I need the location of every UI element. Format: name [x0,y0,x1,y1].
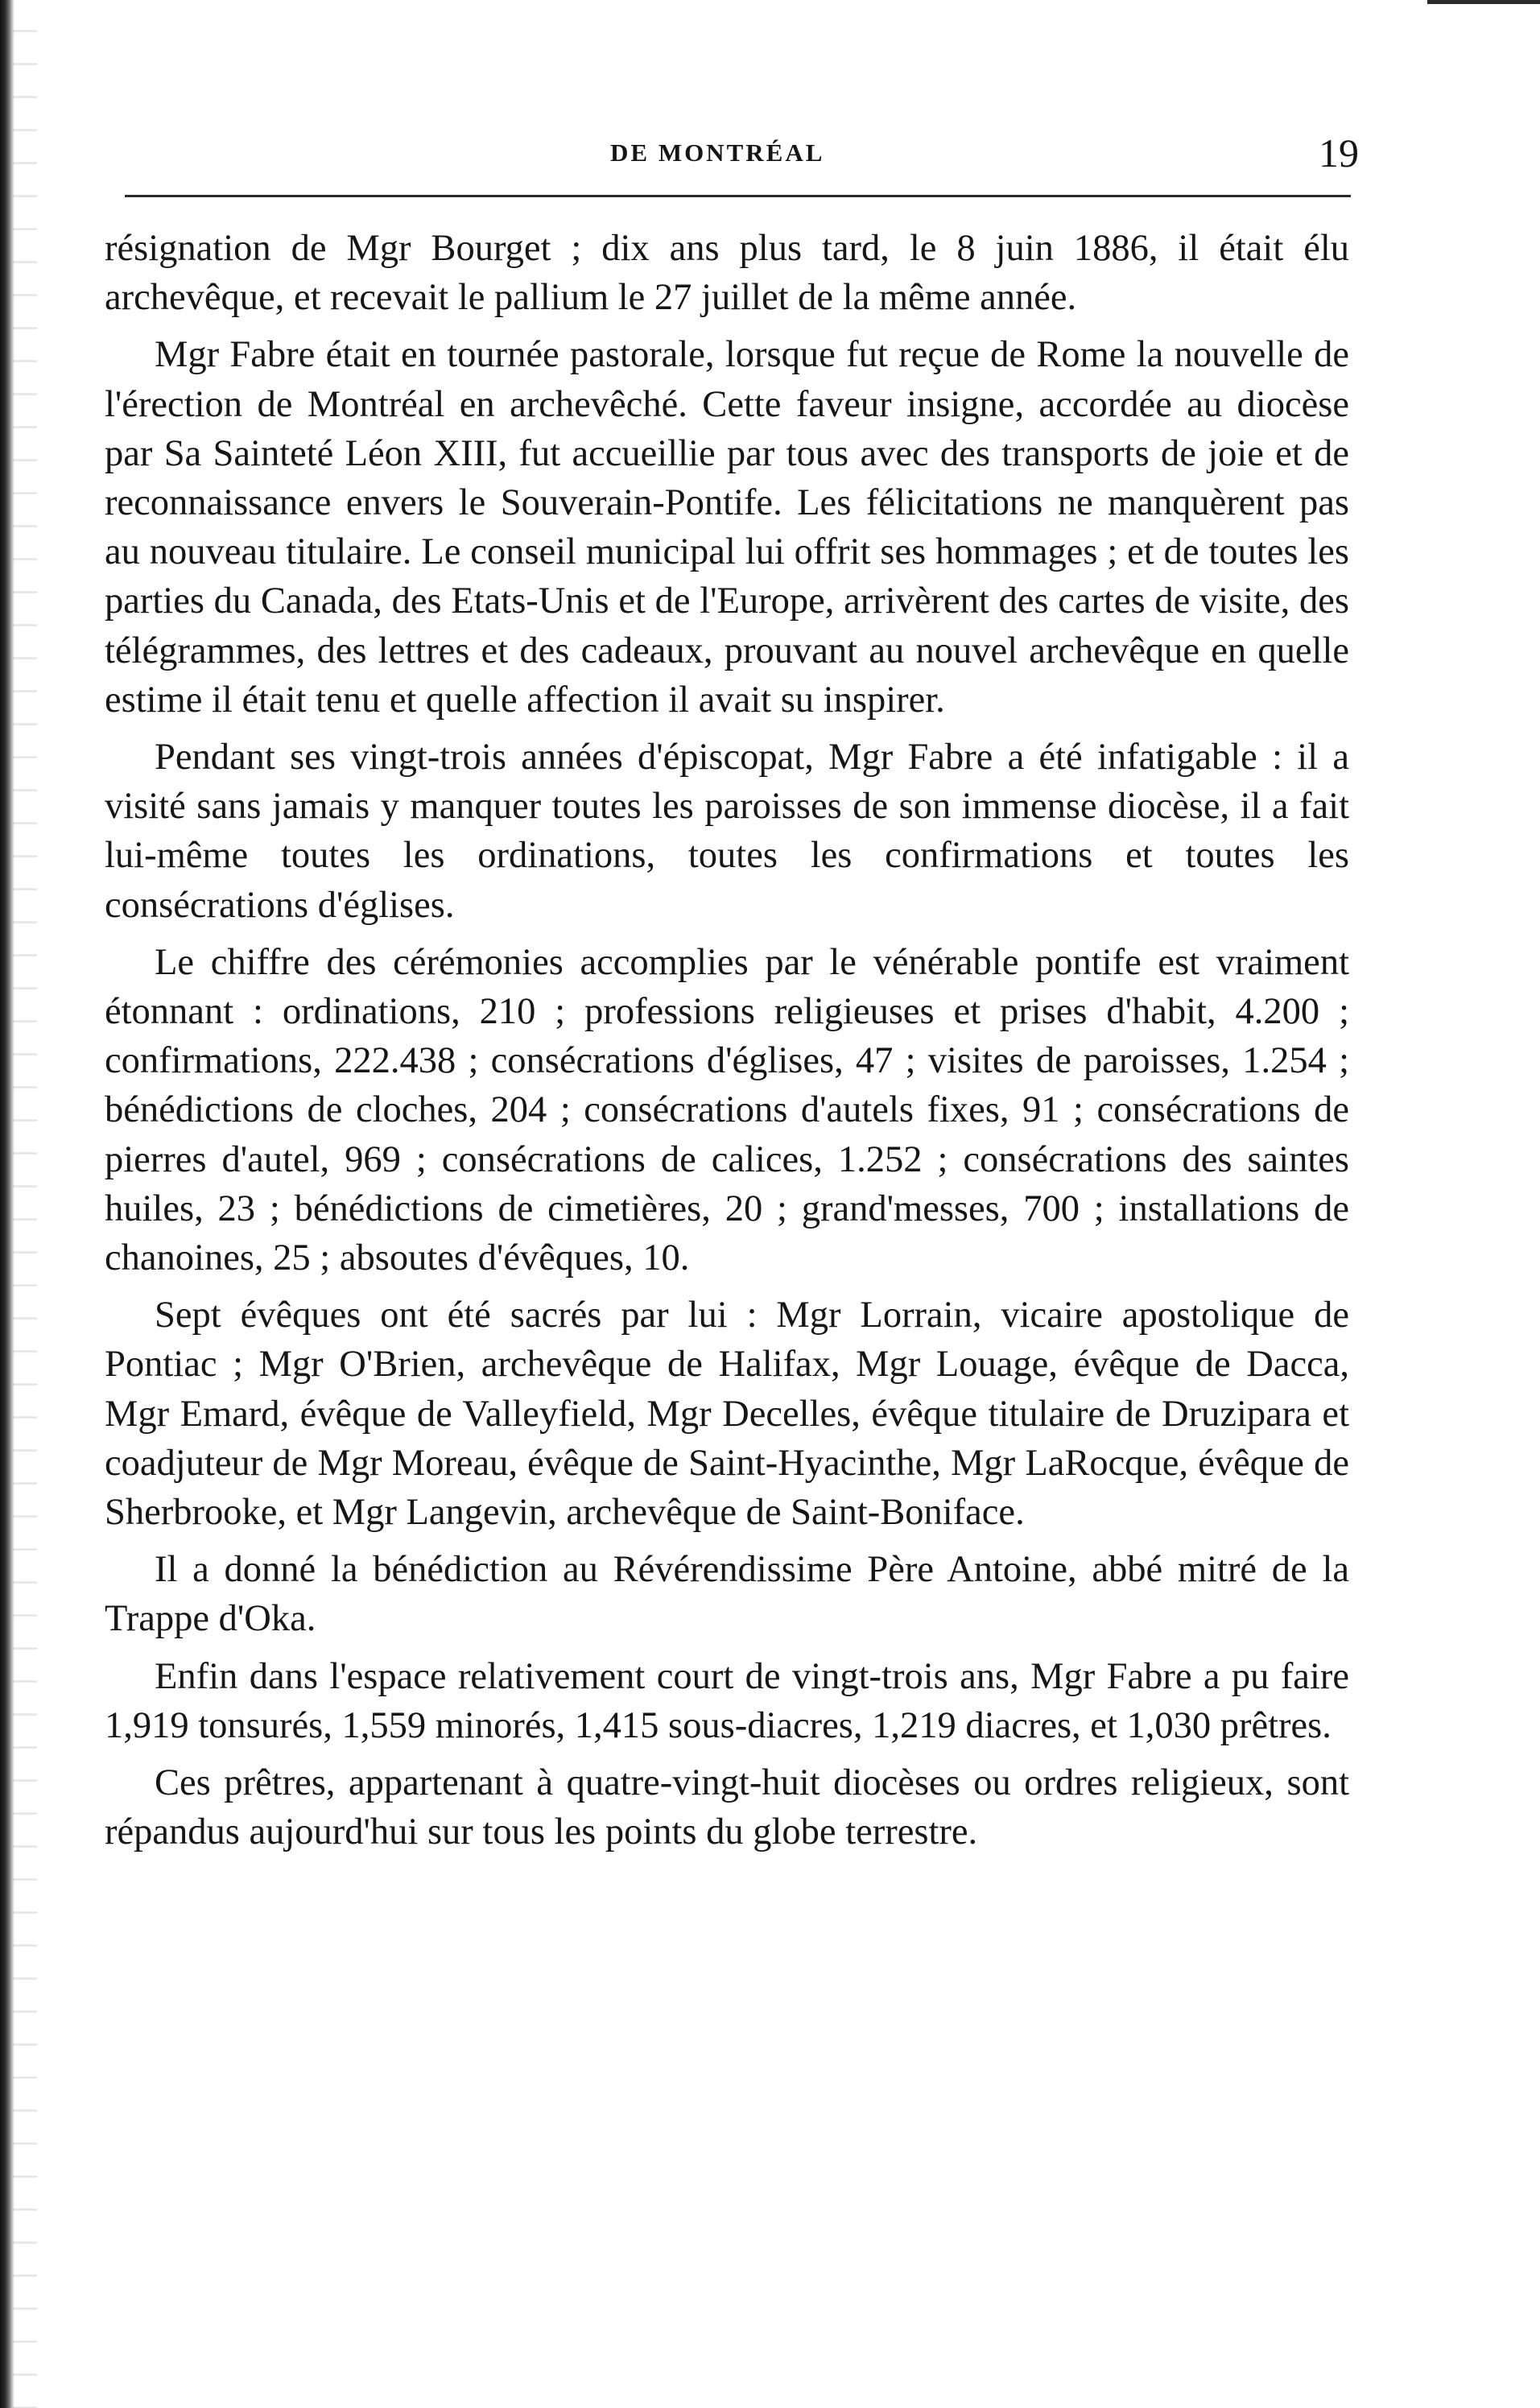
body-text [105,224,1349,1865]
page-header [111,129,1359,193]
paragraph-archdiocese-erection: Mgr Fabre était en tournée pastorale, lorsque fut reçue de Rome la nouvelle de l'érection de Montréal en archevêché. Cette faveur insigne, accordée au diocèse par Sa Sainteté Léon XIII, fut accueillie par tous avec des transports de joie et de reconnaissance envers le Souverain-Pontife. Les félicitations ne manquèrent pas au nouveau titulaire. Le conseil municipal lui offrit ses hommages ; et de toutes les parties du Canada, des Etats-Unis et de l'Europe, arrivèrent des cartes de visite, des télégrammes, des lettres et des cadeaux, prouvant au nouvel archevêque en quelle estime il était tenu et quelle affection il avait su inspirer. [105,334,1349,721]
paragraph-ceremony-statistics: Le chiffre des cérémonies accomplies par le vénérable pontife est vraiment étonnant : ordinations, 210 ; professions religieuses et prises d'habit, 4.200 ; confirmations, 222.438 ; consécrations d'églises, 47 ; visites de paroisses, 1.254 ; bénédictions de cloches, 204 ; consécrations d'autels fixes, 91 ; consécrations de pierres d'autel, 969 ; consécrations de calices, 1.252 ; consécrations des saintes huiles, 23 ; bénédictions de cimetières, 20 ; grand'messes, 700 ; installations de chanoines, 25 ; absoutes d'évêques, 10. [105,941,1349,1279]
paragraph-ordination-counts: Enfin dans l'espace relativement court de vingt-trois ans, Mgr Fabre a pu faire 1,919 tonsurés, 1,559 minorés, 1,415 sous-diacres, 1,219 diacres, et 1,030 prêtres. [105,1655,1349,1746]
page-number: 19 [1319,130,1359,176]
paragraph-continuation: résignation de Mgr Bourget ; dix ans plus tard, le 8 juin 1886, il était élu archevêque, et recevait le pallium le 27 juillet de la même année. [105,228,1349,319]
paragraph-episcopate: Pendant ses vingt-trois années d'épiscopat, Mgr Fabre a été infatigable : il a visité sans jamais y manquer toutes les paroisses de son immense diocèse, il a fait lui-même toutes les ordinations, toutes les confirmations et toutes les consécrations d'églises. [105,737,1349,926]
paragraph-abbot-blessing: Il a donné la bénédiction au Révérendissime Père Antoine, abbé mitré de la Trappe d'Oka. [105,1549,1349,1640]
running-title: DE MONTRÉAL [610,138,825,167]
paragraph-priests-dispersed: Ces prêtres, appartenant à quatre-vingt-huit diocèses ou ordres religieux, sont répandus aujourd'hui sur tous les points du globe terrestre. [105,1762,1349,1853]
paragraph-consecrated-bishops: Sept évêques ont été sacrés par lui : Mgr Lorrain, vicaire apostolique de Pontiac ; Mgr O'Brien, archevêque de Halifax, Mgr Louage, évêque de Dacca, Mgr Emard, évêque de Valleyfield, Mgr Decelles, évêque titulaire de Druzipara et coadjuteur de Mgr Moreau, évêque de Saint-Hyacinthe, Mgr LaRocque, évêque de Sherbrooke, et Mgr Langevin, archevêque de Saint-Boniface. [105,1295,1349,1534]
header-rule [125,195,1351,197]
binding-shadow [13,0,37,2408]
scan-edge-mark [1427,0,1540,4]
